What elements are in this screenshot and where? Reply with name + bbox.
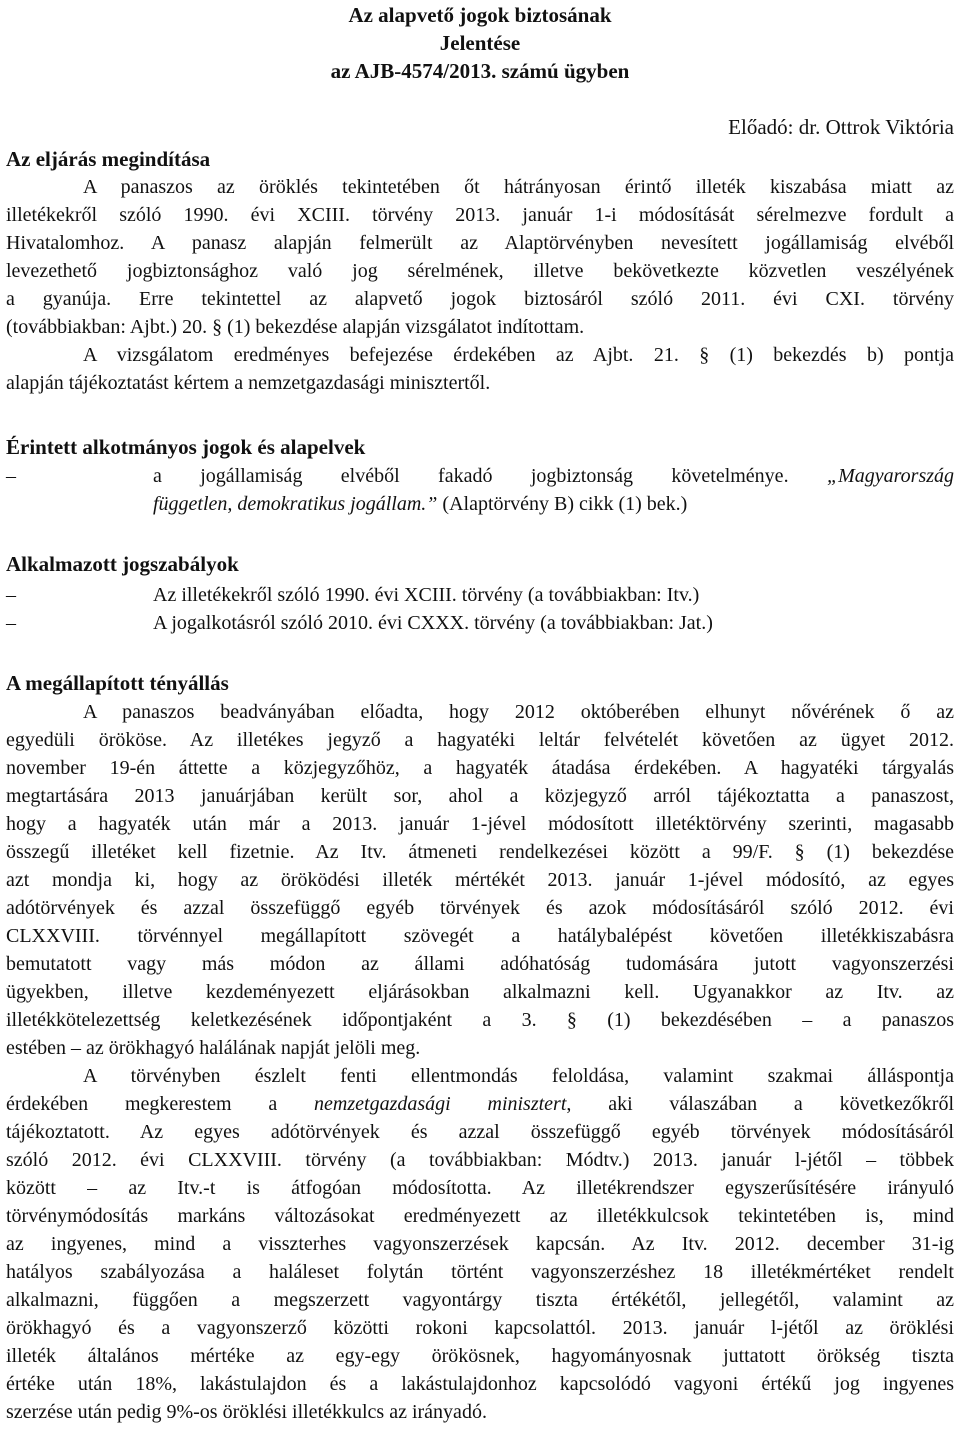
facts-line: egyedüli örököse. Az illetékes jegyző a hagyatéki leltár felvételét követően az ügyet 2012. (6, 729, 954, 751)
report-title-line-1: Az alapvető jogok biztosának (348, 3, 612, 27)
law-item: Az illetékekről szóló 1990. évi XCIII. törvény (a továbbiakban: Itv.) (153, 584, 700, 606)
bullet-dash: – (6, 584, 16, 606)
rights-item-line-2 (153, 490, 954, 518)
rights-item-text: a jogállamiság elvéből fakadó jogbiztonság követelménye. (153, 465, 789, 487)
facts-line: összegű illetéket kell fizetnie. Az Itv. átmeneti rendelkezései között a 99/F. § (1) bekezdése (6, 841, 954, 863)
facts-line: szerzése után pedig 9%-os öröklési illetékkulcs az irányadó. (6, 1401, 487, 1423)
intro-line: Hivatalomhoz. A panasz alapján felmerült az Alaptörvényben nevesített jogállamiság elvéből (6, 232, 954, 254)
facts-line: törvénymódosítás markáns változásokat eredményezett az illetékkulcsok tekintetében is, mind (6, 1205, 954, 1227)
facts-line: A törvényben észlelt fenti ellentmondás feloldása, valamint szakmai álláspontja (83, 1065, 954, 1087)
section-heading-facts: A megállapított tényállás (6, 671, 229, 695)
report-case-number: az AJB-4574/2013. számú ügyben (330, 59, 630, 83)
law-item: A jogalkotásról szóló 2010. évi CXXX. törvény (a továbbiakban: Jat.) (153, 612, 713, 634)
facts-line: értéke után 18%, lakástulajdon és a lakástulajdonhoz kapcsolódó vagyoni értékű jog ingyenes (6, 1373, 954, 1395)
intro-line: A vizsgálatom eredményes befejezése érdekében az Ajbt. 21. § (1) bekezdés b) pontja (83, 344, 954, 366)
section-heading-rights: Érintett alkotmányos jogok és alapelvek (6, 435, 366, 459)
facts-italic-minister: nemzetgazdasági minisztert (314, 1093, 567, 1115)
section-heading-intro: Az eljárás megindítása (6, 147, 211, 171)
section-heading-laws: Alkalmazott jogszabályok (6, 552, 239, 576)
bullet-dash: – (6, 612, 16, 634)
report-title-line-2: Jelentése (439, 31, 521, 55)
facts-line: tájékoztatott. Az egyes adótörvények és azzal összefüggő egyéb törvények módosításáról (6, 1121, 954, 1143)
facts-line: hogy a hagyaték után már a 2013. január 1-jével módosított illetéktörvény szerinti, magasabb (6, 813, 954, 835)
facts-line: között – az Itv.-t is átfogóan módosította. Az illetékrendszer egyszerűsítésére irányuló (6, 1177, 954, 1199)
rights-item-line-1 (153, 462, 954, 490)
intro-line: A panaszos az öröklés tekintetében őt hátrányosan érintő illeték kiszabása miatt az (83, 176, 954, 198)
intro-line: a gyanúja. Erre tekintettel az alapvető jogok biztosáról szóló 2011. évi CXI. törvény (6, 288, 954, 310)
rights-item-quote-start: „Magyarország (826, 465, 955, 487)
facts-text: érdekében megkerestem a (6, 1093, 278, 1115)
intro-line: alapján tájékoztatást kértem a nemzetgazdasági minisztertől. (6, 372, 491, 394)
facts-line: örökhagyó és a vagyonszerző közötti rokoni kapcsolattól. 2013. január l-jétől az öröklési (6, 1317, 954, 1339)
facts-line: szóló 2012. évi CLXXVIII. törvény (a továbbiakban: Módtv.) 2013. január l-jétől – többek (6, 1149, 954, 1171)
facts-line: ügyekben, illetve kezdeményezett eljárásokban alkalmazni kell. Ugyanakkor az Itv. az (6, 981, 954, 1003)
facts-line: bemutatott vagy más módon az állami adóhatóság tudomására jutott vagyonszerzési (6, 953, 954, 975)
facts-line: CLXXVIII. törvénnyel megállapított szövegét a hatálybalépést követően illetékkiszabásra (6, 925, 954, 947)
facts-line: illetékkötelezettség keletkezésének időpontjaként a 3. § (1) bekezdésében – a panaszos (6, 1009, 954, 1031)
facts-line: illeték általános mértéke az egy-egy örökösnek, hagyományosnak juttatott örökség tiszta (6, 1345, 954, 1367)
facts-line: adótörvények és azzal összefüggő egyéb törvények és azok módosításáról szóló 2012. évi (6, 897, 954, 919)
presenter-line: Előadó: dr. Ottrok Viktória (728, 115, 954, 139)
facts-line: estében – az örökhagyó halálának napját jelöli meg. (6, 1037, 421, 1059)
facts-text: , aki válaszában a következőkről (566, 1093, 955, 1115)
facts-line (6, 1090, 954, 1118)
intro-line: (továbbiakban: Ajbt.) 20. § (1) bekezdése alapján vizsgálatot indítottam. (6, 316, 585, 338)
facts-line: megtartására 2013 januárjában került sor, ahol a közjegyző arról tájékoztatta a panaszost, (6, 785, 954, 807)
rights-item-reference: (Alaptörvény B) cikk (1) bek.) (442, 493, 688, 515)
intro-line: illetékekről szóló 1990. évi XCIII. törvény 2013. január 1-i módosítását sérelmezve fordult a (6, 204, 954, 226)
facts-line: november 19-én áttette a közjegyzőhöz, a hagyaték átadása érdekében. A hagyatéki tárgyalás (6, 757, 954, 779)
bullet-dash: – (6, 465, 16, 487)
facts-line: A panaszos beadványában előadta, hogy 2012 októberében elhunyt nővérének ő az (83, 701, 954, 723)
intro-line: levezethető jogbiztonsághoz való jog sérelmének, illetve bekövetkezte közvetlen veszélyének (6, 260, 954, 282)
rights-item-quote-end: független, demokratikus jogállam.” (153, 493, 438, 515)
facts-line: azt mondja ki, hogy az öröködési illeték mértékét 2013. január 1-jével módosító, az egyes (6, 869, 954, 891)
facts-line: az ingyenes, mind a visszterhes vagyonszerzések kapcsán. Az Itv. 2012. december 31-ig (6, 1233, 954, 1255)
facts-line: hatályos szabályozása a haláleset folytán történt vagyonszerzéshez 18 illetékmértéket rendelt (6, 1261, 954, 1283)
facts-line: alkalmazni, függően a megszerzett vagyontárgy tiszta értékétől, jellegétől, valamint az (6, 1289, 954, 1311)
